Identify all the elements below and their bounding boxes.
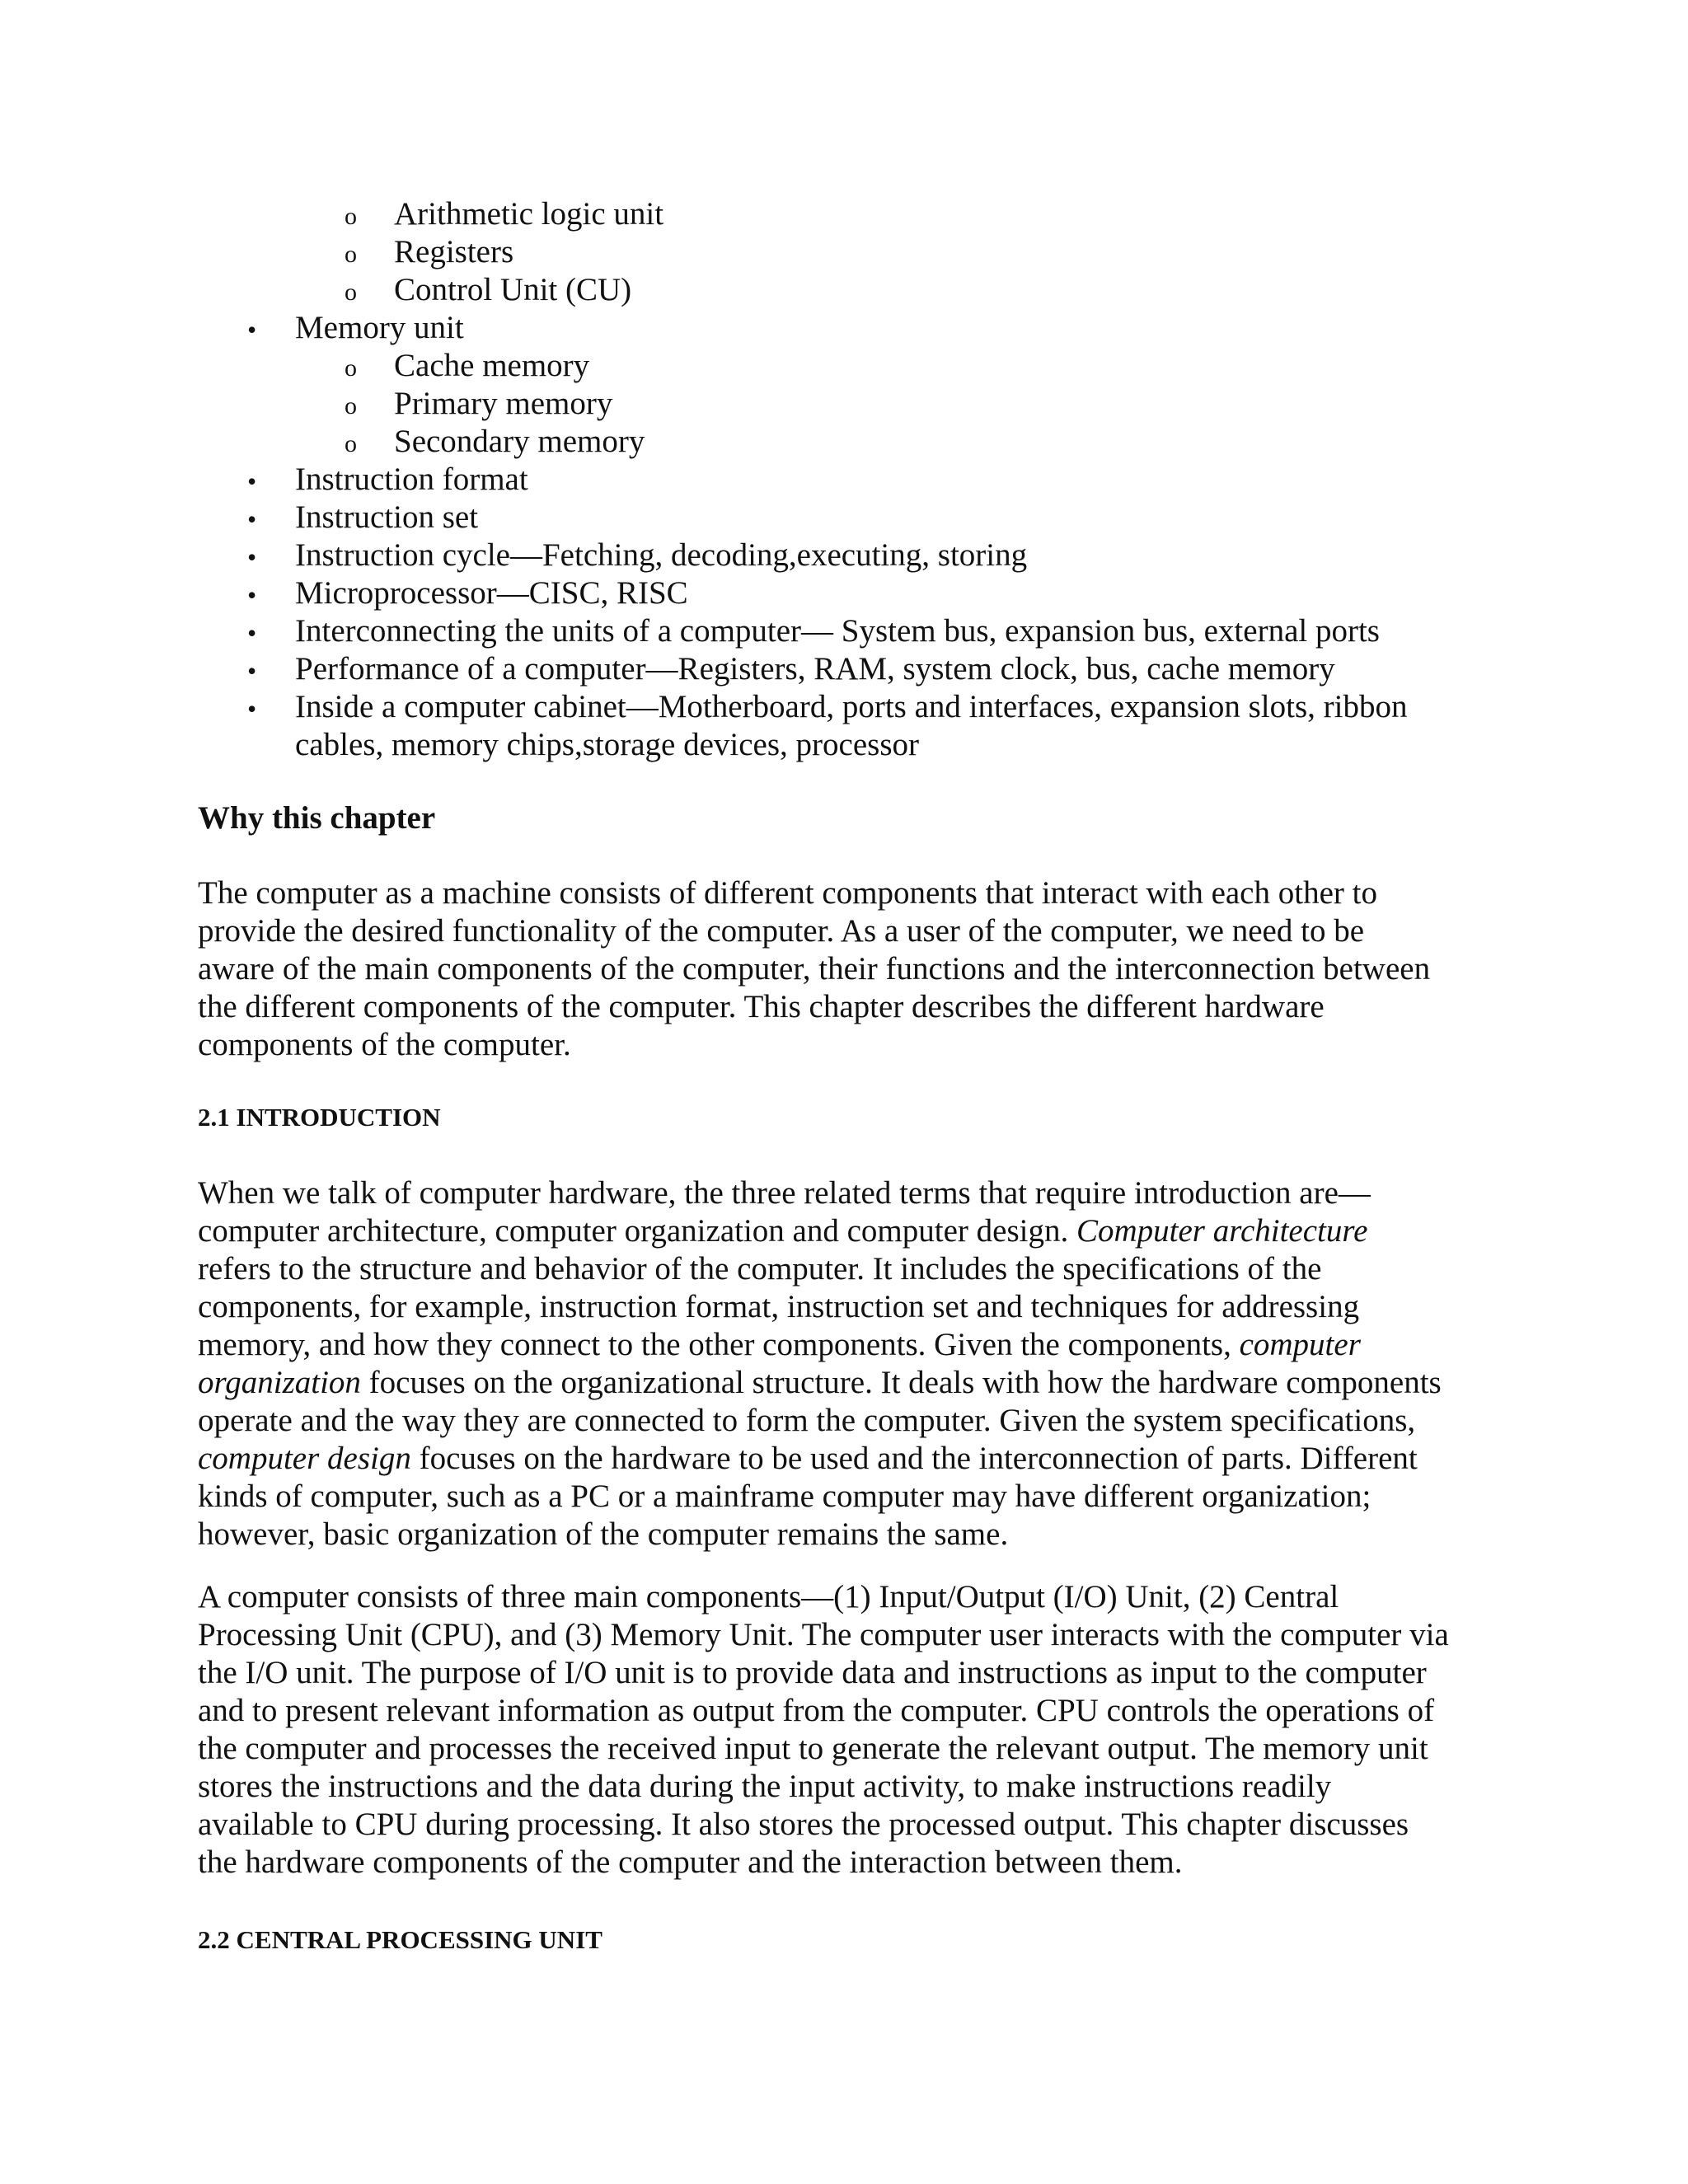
paragraph-line <box>198 1212 1484 1250</box>
text-run: memory, and how they connect to the other components. Given the components, <box>198 1327 1240 1362</box>
paragraph-line: and to present relevant information as output from the computer. CPU controls the operations of <box>198 1693 1435 1728</box>
list-item-text: Memory unit <box>295 310 464 345</box>
bullet-marker: • <box>247 542 257 572</box>
sub-item-text: Secondary memory <box>394 424 645 459</box>
sub-item-text: Control Unit (CU) <box>394 272 632 307</box>
why-chapter-paragraph <box>198 874 1484 1064</box>
bullet-marker: • <box>247 315 257 344</box>
sub-bullet-marker: o <box>345 354 357 382</box>
sub-bullet-marker: o <box>345 430 357 457</box>
sub-item-text: Primary memory <box>394 386 613 421</box>
list-item-text: Instruction set <box>295 499 479 535</box>
paragraph-line <box>198 1440 1484 1478</box>
paragraph-line: the different components of the computer. This chapter describes the different hardware <box>198 989 1325 1024</box>
sub-item-text: Cache memory <box>394 348 590 383</box>
section-heading-2-1: 2.1 INTRODUCTION <box>198 1103 441 1132</box>
bullet-marker: • <box>247 466 257 496</box>
paragraph-line: kinds of computer, such as a PC or a mainframe computer may have different organization; <box>198 1479 1372 1514</box>
paragraph-line: available to CPU during processing. It also stores the processed output. This chapter discusses <box>198 1807 1409 1842</box>
bullet-marker: • <box>247 504 257 534</box>
list-item-text: Interconnecting the units of a computer— System bus, expansion bus, external ports <box>295 613 1380 649</box>
bullet-marker: • <box>247 694 257 724</box>
paragraph-line: however, basic organization of the computer remains the same. <box>198 1516 1009 1552</box>
sub-bullet-marker: o <box>345 279 357 306</box>
sub-bullet-marker: o <box>345 203 357 230</box>
emphasis-term: organization <box>198 1365 361 1400</box>
list-item-text: Instruction cycle—Fetching, decoding,executing, storing <box>295 537 1028 573</box>
list-item-text: Microprocessor—CISC, RISC <box>295 575 688 611</box>
bullet-marker: • <box>247 618 257 648</box>
emphasis-term: computer design <box>198 1441 411 1476</box>
introduction-paragraph-1 <box>198 1174 1484 1554</box>
paragraph-line: The computer as a machine consists of different components that interact with each other to <box>198 875 1377 911</box>
paragraph-line <box>198 1326 1484 1364</box>
bullet-marker: • <box>247 580 257 610</box>
paragraph-line <box>198 1364 1484 1402</box>
text-run: focuses on the hardware to be used and the interconnection of parts. Different <box>410 1441 1418 1476</box>
section-heading-2-2: 2.2 CENTRAL PROCESSING UNIT <box>198 1925 603 1954</box>
sub-bullet-marker: o <box>345 392 357 419</box>
paragraph-line: operate and the way they are connected to form the computer. Given the system specifications, <box>198 1403 1416 1438</box>
paragraph-line: components, for example, instruction format, instruction set and techniques for addressing <box>198 1289 1360 1324</box>
paragraph-line: Processing Unit (CPU), and (3) Memory Unit. The computer user interacts with the computer via <box>198 1617 1449 1652</box>
sub-item-text: Arithmetic logic unit <box>394 196 664 232</box>
emphasis-term: computer <box>1239 1327 1361 1362</box>
list-item-text: Inside a computer cabinet—Motherboard, ports and interfaces, expansion slots, ribbon <box>295 689 1408 724</box>
list-item-text-continued: cables, memory chips,storage devices, processor <box>295 727 919 762</box>
emphasis-term: Computer architecture <box>1076 1213 1368 1249</box>
paragraph-line: components of the computer. <box>198 1027 571 1062</box>
paragraph-line: When we talk of computer hardware, the three related terms that require introduction are— <box>198 1175 1371 1211</box>
bullet-marker: • <box>247 656 257 686</box>
list-item-text: Instruction format <box>295 462 528 497</box>
text-run: focuses on the organizational structure. It deals with how the hardware components <box>360 1365 1442 1400</box>
paragraph-line: the computer and processes the received input to generate the relevant output. The memory unit <box>198 1731 1428 1766</box>
introduction-paragraph-2 <box>198 1578 1484 1882</box>
sub-bullet-marker: o <box>345 241 357 268</box>
paragraph-line: refers to the structure and behavior of the computer. It includes the specifications of the <box>198 1251 1322 1286</box>
paragraph-line: A computer consists of three main components—(1) Input/Output (I/O) Unit, (2) Central <box>198 1579 1339 1615</box>
paragraph-line: aware of the main components of the computer, their functions and the interconnection between <box>198 951 1431 987</box>
paragraph-line: stores the instructions and the data during the input activity, to make instructions readily <box>198 1769 1332 1804</box>
sub-item-text: Registers <box>394 234 514 269</box>
list-item-text: Performance of a computer—Registers, RAM, system clock, bus, cache memory <box>295 651 1335 687</box>
paragraph-line: the hardware components of the computer and the interaction between them. <box>198 1844 1183 1880</box>
paragraph-line: the I/O unit. The purpose of I/O unit is to provide data and instructions as input to the computer <box>198 1655 1427 1690</box>
why-chapter-heading: Why this chapter <box>198 800 436 836</box>
paragraph-line: provide the desired functionality of the computer. As a user of the computer, we need to be <box>198 913 1365 949</box>
text-run: computer architecture, computer organization and computer design. <box>198 1213 1076 1249</box>
